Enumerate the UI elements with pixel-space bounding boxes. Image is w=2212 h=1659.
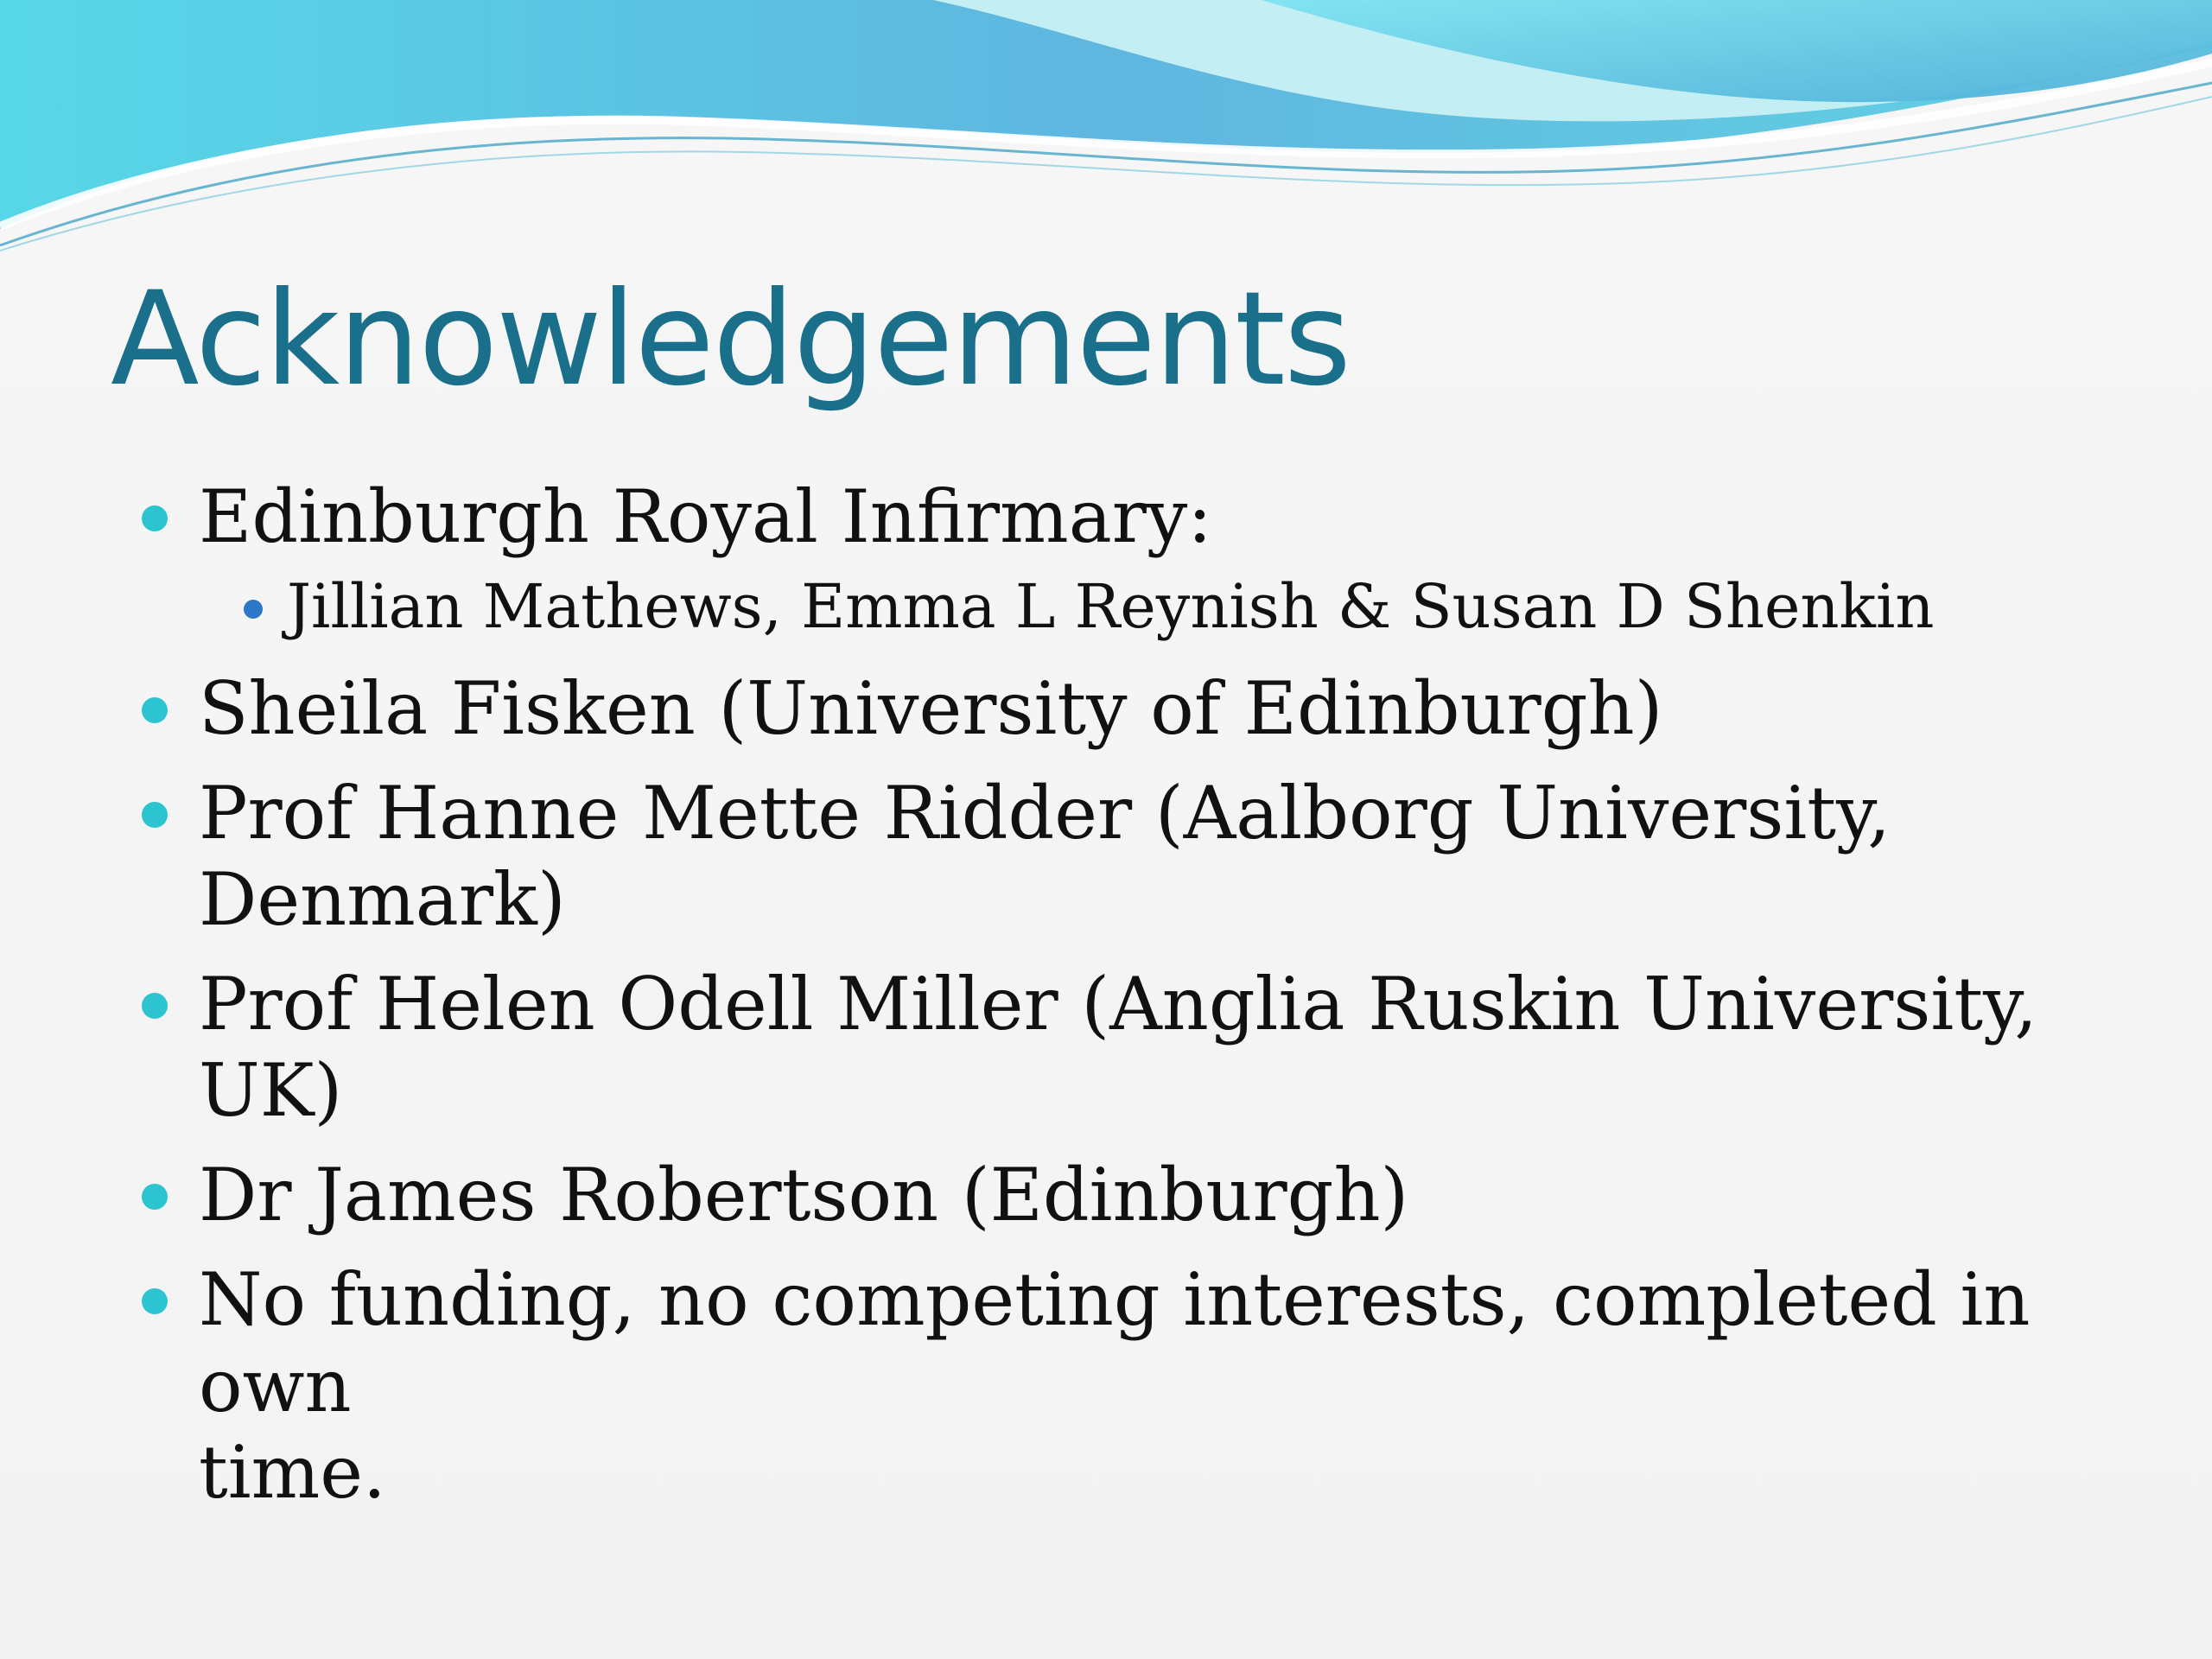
list-item <box>130 474 2117 560</box>
list-item-text-line-2: time. <box>199 1430 386 1515</box>
list-item-text-line-2: Denmark) <box>199 857 566 942</box>
bullet-dot <box>142 505 168 531</box>
bullet-dot <box>142 1288 168 1314</box>
list-item <box>130 770 2117 943</box>
list-item-text: Sheila Fisken (University of Edinburgh) <box>199 666 1663 751</box>
header-wave-decoration <box>0 0 2212 259</box>
slide-title: Acknowledgements <box>111 264 1350 415</box>
bullet-dot <box>142 802 168 828</box>
list-item-text-line-1: No funding, no competing interests, completed in own <box>199 1257 2031 1428</box>
sub-bullet-dot <box>244 600 263 619</box>
sub-list-item-text: Jillian Mathews, Emma L Reynish & Susan D Shenkin <box>287 571 1935 642</box>
list-item-text-line-2: UK) <box>199 1048 343 1133</box>
list-item-text: Dr James Robertson (Edinburgh) <box>199 1153 1409 1237</box>
list-item <box>130 961 2117 1134</box>
list-item-text: Edinburgh Royal Infirmary: <box>199 474 1212 559</box>
acknowledgements-list <box>130 474 2117 1534</box>
list-item <box>130 1256 2117 1516</box>
list-item-text-line-1: Prof Hanne Mette Ridder (Aalborg University, <box>199 771 1891 855</box>
bullet-dot <box>142 993 168 1019</box>
sub-list-item <box>287 563 2117 650</box>
list-item-text-line-1: Prof Helen Odell Miller (Anglia Ruskin University, <box>199 962 2037 1046</box>
bullet-dot <box>142 697 168 723</box>
list-item <box>130 1152 2117 1238</box>
bullet-dot <box>142 1184 168 1210</box>
list-item <box>130 665 2117 752</box>
